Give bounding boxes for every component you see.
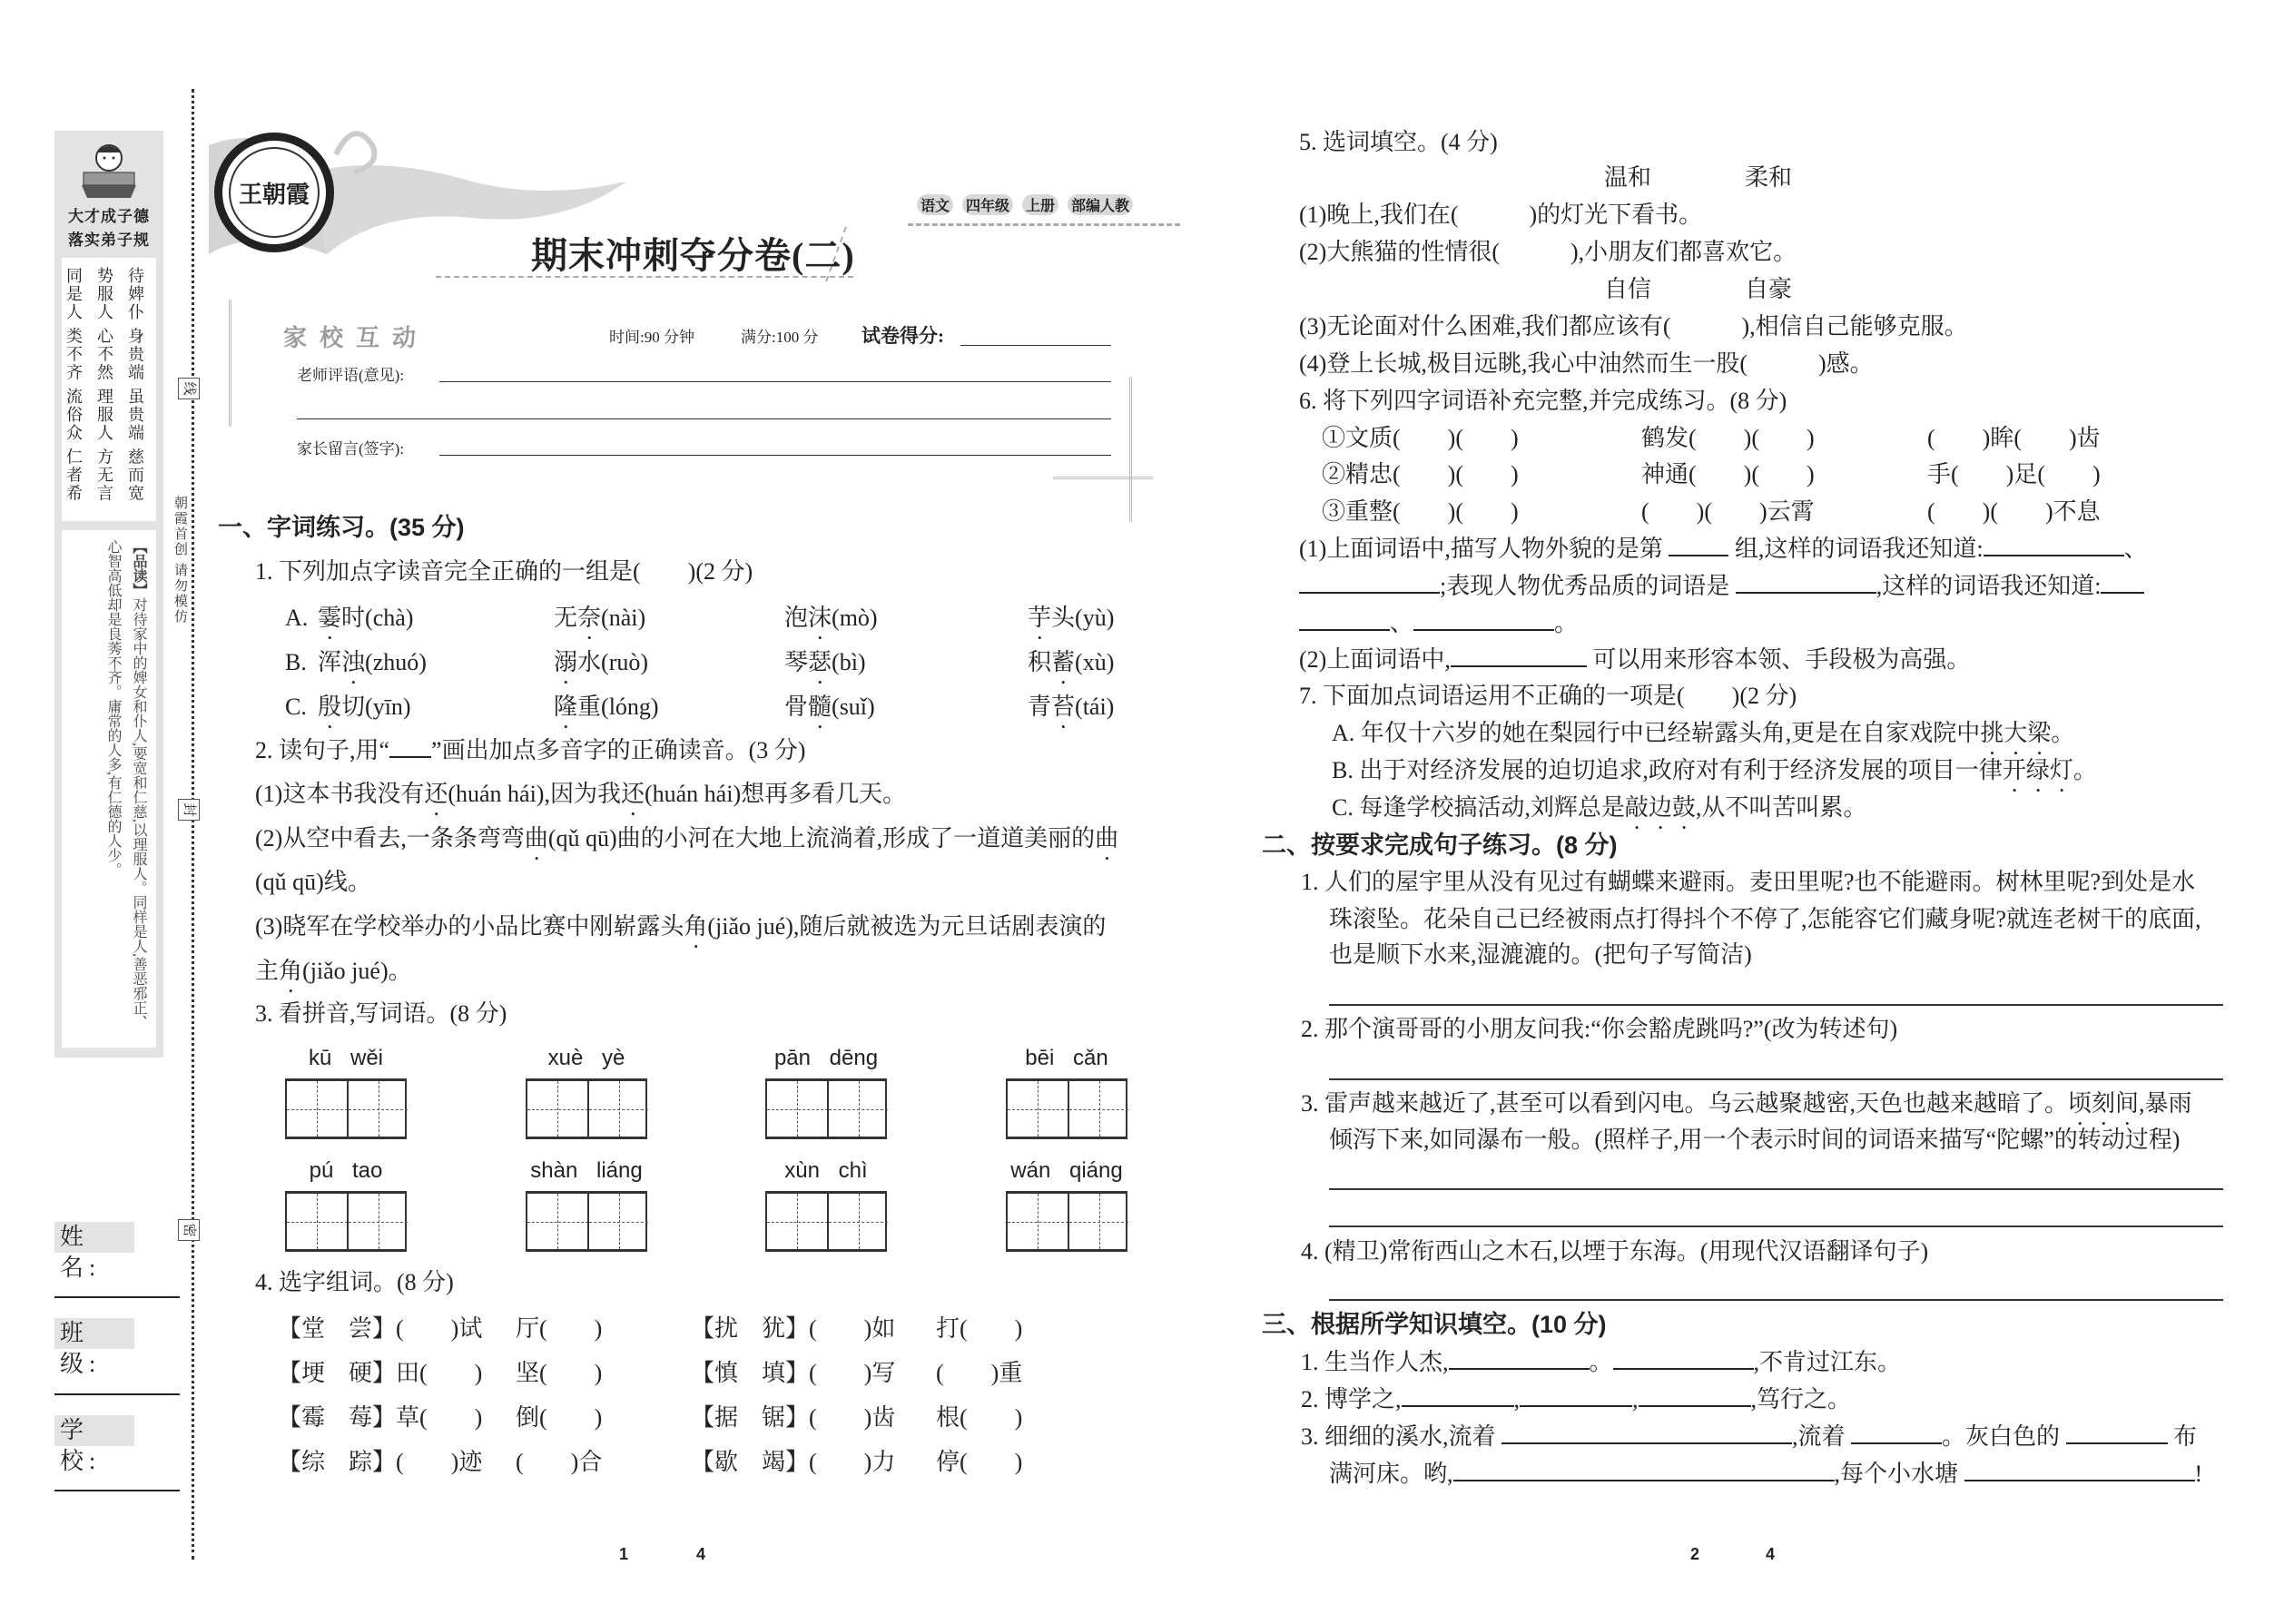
teacher-comment-field[interactable] xyxy=(439,381,1111,382)
pinyin-prompt: wán qiáng xyxy=(1010,1158,1123,1183)
answer-blank[interactable] xyxy=(1520,1385,1632,1407)
pinyin: (lóng) xyxy=(601,694,659,720)
name-label: 姓 名: xyxy=(54,1222,134,1253)
text-segment: 积 xyxy=(1028,649,1052,675)
q4-item[interactable]: 厅( ) xyxy=(516,1315,603,1342)
answer-blank[interactable] xyxy=(1669,535,1728,556)
text-segment: ! xyxy=(2194,1461,2203,1487)
dotted-char: 角 xyxy=(279,958,303,984)
section-3-heading: 三、根据所学知识填空。(10 分) xyxy=(1262,1311,1607,1338)
q1-title: 1. 下列加点字读音完全正确的一组是( )(2 分) xyxy=(255,558,753,585)
text-segment: (2)从空中看去,一条条弯弯 xyxy=(255,825,525,851)
q4-item: 【埂 硬】田( ) xyxy=(278,1360,483,1386)
grid-cell[interactable] xyxy=(767,1194,828,1249)
answer-blank[interactable] xyxy=(2066,1422,2168,1444)
text-segment: 1. 生当作人杰, xyxy=(1301,1349,1449,1375)
answer-blank[interactable] xyxy=(1501,1422,1792,1444)
text-segment: ,不肯过江东。 xyxy=(1753,1349,1902,1375)
tianzige-writing-box[interactable] xyxy=(526,1191,647,1252)
q5-title: 5. 选词填空。(4 分) xyxy=(1299,129,1498,155)
tianzige-writing-box[interactable] xyxy=(526,1078,647,1139)
dotted-char: 瑟 xyxy=(808,649,832,675)
dizigui-verses: 待婢仆 身贵端 虽贵端 慈而宽 势服人 心不然 理服人 方无言 同是人 类不齐 流俗众 仁者希 xyxy=(62,258,156,521)
q4-item[interactable]: 停( ) xyxy=(936,1449,1023,1475)
tag-edition: 部编人教 xyxy=(1068,194,1133,215)
q1-option-word xyxy=(1028,649,1114,689)
pinyin: (xù) xyxy=(1075,649,1115,675)
tianzige-writing-box[interactable] xyxy=(285,1078,407,1139)
tag-subject: 语文 xyxy=(917,194,953,215)
q2-sentence-3 xyxy=(255,913,1106,953)
page-number: 2 xyxy=(1690,1545,1700,1563)
pinyin-prompt: shàn liáng xyxy=(530,1158,643,1183)
dotted-char: 芋 xyxy=(1028,605,1052,631)
q5-sentence-1[interactable]: (1)晚上,我们在( )的灯光下看书。 xyxy=(1299,202,1703,228)
q7-option-b[interactable] xyxy=(1332,757,2097,797)
q6-idiom[interactable]: 手( )足( ) xyxy=(1927,461,2101,487)
grid-cell[interactable] xyxy=(827,1081,888,1137)
q7-option-c[interactable] xyxy=(1332,794,1866,834)
text-segment: 可以用来形容本领、手段极为高强。 xyxy=(1592,646,1971,673)
grid-cell[interactable] xyxy=(587,1081,648,1137)
answer-blank[interactable] xyxy=(1413,609,1554,631)
text-segment: 琴 xyxy=(784,649,809,675)
q6-title: 6. 将下列四字词语补充完整,并完成练习。(8 分) xyxy=(1299,388,1787,414)
text-segment: 骨 xyxy=(784,694,809,720)
q7-option-a[interactable] xyxy=(1332,720,2074,760)
text-segment: ,这样的词语我还知道: xyxy=(1876,573,2102,599)
q1-option-word xyxy=(1028,694,1114,733)
p2-q1-line3: 也是顺下水来,湿漉漉的。(把句子写简洁) xyxy=(1329,941,1752,968)
text-segment: 。 xyxy=(2072,757,2097,783)
answer-line[interactable] xyxy=(1329,1078,2223,1080)
school-field[interactable] xyxy=(54,1490,180,1491)
name-field[interactable] xyxy=(54,1296,180,1298)
q1-option-word xyxy=(554,649,648,689)
time-limit: 时间:90 分钟 xyxy=(609,329,694,346)
text-segment: B. 出于对经济发展的迫切追求,政府对有利于经济发展的项目一律 xyxy=(1332,757,2003,783)
tianzige-writing-box[interactable] xyxy=(765,1078,887,1139)
q1-option-word xyxy=(554,605,645,645)
text-segment: ,流着 xyxy=(1792,1423,1846,1450)
tag-grade: 四年级 xyxy=(962,194,1013,215)
q1-option-label[interactable]: A. xyxy=(285,605,309,631)
grid-cell[interactable] xyxy=(1068,1194,1128,1249)
grid-cell[interactable] xyxy=(287,1194,348,1249)
tag-volume: 上册 xyxy=(1022,194,1058,215)
answer-blank[interactable] xyxy=(1984,535,2124,556)
answer-line[interactable] xyxy=(1329,1004,2223,1006)
dotted-char: 曲 xyxy=(1095,825,1119,851)
q5-word-option: 自豪 xyxy=(1745,276,1793,302)
pinyin: (ruò) xyxy=(601,649,649,675)
answer-blank[interactable] xyxy=(1451,645,1587,667)
frame-decoration xyxy=(229,300,231,427)
q1-option-word xyxy=(554,694,659,733)
brand-logo xyxy=(214,133,334,252)
dotted-char: 还 xyxy=(620,781,645,807)
q6-part1 xyxy=(1299,535,2148,563)
q4-title: 4. 选字组词。(8 分) xyxy=(255,1269,454,1295)
text-segment: 重 xyxy=(577,694,602,720)
text-segment: 主 xyxy=(255,958,280,984)
grid-cell[interactable] xyxy=(1068,1081,1128,1137)
q2-title xyxy=(255,736,805,764)
text-segment: 、 xyxy=(1390,610,1414,636)
class-field[interactable] xyxy=(54,1393,180,1395)
text-segment: C. 每逢学校搞活动,刘辉总是 xyxy=(1332,794,1625,821)
pinyin-choice[interactable]: (qǔ qū)曲的小河在大地上流淌着,形成了一道道美丽的 xyxy=(547,825,1096,851)
logo-text: 王朝霞 xyxy=(229,147,320,238)
q1-option-word xyxy=(784,649,866,689)
commentary xyxy=(62,530,156,1048)
pinyin-prompt: pú tao xyxy=(309,1158,383,1183)
grid-cell[interactable] xyxy=(347,1081,408,1137)
p2-q1-line1: 1. 人们的屋宇里从没有见过有蝴蝶来避雨。麦田里呢?也不能避雨。树林里呢?到处是水 xyxy=(1301,869,2196,895)
dotted-char: 角 xyxy=(684,913,708,940)
answer-blank[interactable] xyxy=(1299,572,1440,594)
family-school-badge: 家校互动 xyxy=(283,325,429,352)
text-segment: , xyxy=(1632,1386,1639,1412)
grid-cell[interactable] xyxy=(767,1081,828,1137)
q4-item: 【扰 犹】( )如 xyxy=(691,1315,896,1342)
q6-idiom[interactable]: ( )( )不息 xyxy=(1927,498,2101,525)
pinyin: (tái) xyxy=(1075,694,1115,720)
text-segment: 满河床。哟, xyxy=(1329,1461,1453,1487)
text-segment: 。 xyxy=(1589,1349,1613,1375)
section-2-heading: 二、按要求完成句子练习。(8 分) xyxy=(1262,832,1618,859)
q4-item[interactable]: ( )合 xyxy=(516,1449,603,1475)
answer-blank[interactable] xyxy=(1613,1348,1754,1370)
text-segment: 。灰白色的 xyxy=(1942,1423,2061,1450)
q6-idiom[interactable]: ( )眸( )齿 xyxy=(1927,425,2101,451)
p2-q4: 4. (精卫)常衔西山之木石,以堙于东海。(用现代汉语翻译句子) xyxy=(1301,1238,1929,1265)
subject-tags xyxy=(917,194,1142,215)
binding-mark-xian: 线 xyxy=(178,378,200,399)
pinyin-prompt: xuè yè xyxy=(547,1046,625,1070)
answer-blank[interactable] xyxy=(1299,609,1390,631)
text-segment: (2)上面词语中, xyxy=(1299,646,1451,673)
answer-blank[interactable] xyxy=(2101,572,2144,594)
q1-option-word xyxy=(318,694,411,733)
q4-item[interactable]: 打( ) xyxy=(936,1315,1023,1342)
text-segment: ”画出加点多音字的正确读音。(3 分) xyxy=(431,737,806,763)
dotted-char: 奈 xyxy=(577,605,602,631)
q4-item: 【堂 尝】( )试 xyxy=(278,1315,483,1342)
answer-blank[interactable] xyxy=(1639,1385,1751,1407)
dotted-char: 曲 xyxy=(524,825,548,851)
school-label: 学 校: xyxy=(54,1415,134,1446)
reading-boy-illustration xyxy=(73,138,145,202)
q3-title: 3. 看拼音,写词语。(8 分) xyxy=(255,1000,507,1027)
grid-cell[interactable] xyxy=(287,1081,348,1137)
parent-comment-label: 家长留言(签字): xyxy=(297,440,405,458)
pinyin-prompt: xùn chì xyxy=(784,1158,868,1183)
q4-item[interactable]: ( )重 xyxy=(936,1360,1023,1386)
q5-sentence-2[interactable]: (2)大熊猫的性情很( ),小朋友们都喜欢它。 xyxy=(1299,239,1797,265)
text-segment: ,笃行之。 xyxy=(1750,1386,1852,1412)
pinyin: (nài) xyxy=(601,605,646,631)
dotted-char: 沫 xyxy=(808,605,832,631)
dotted-char: 浊 xyxy=(341,649,366,675)
text-segment: 2. 读句子,用“ xyxy=(255,737,390,763)
q1-option-word xyxy=(784,694,875,733)
text-segment: 布 xyxy=(2173,1423,2198,1450)
q1-option-word xyxy=(1028,605,1114,645)
text-segment: 切 xyxy=(341,694,366,720)
page-total: 4 xyxy=(696,1545,706,1563)
pinyin-prompt: kū wěi xyxy=(308,1046,384,1070)
commentary-text: 对待家中的婢女和仆人,要宽和仁慈,以理服人。同样是人,善恶邪正、心智高低却是良莠不齐。庸常的人多,有仁德的人少。 xyxy=(105,539,146,1029)
q1-option-label[interactable]: C. xyxy=(285,694,307,720)
pinyin: (mò) xyxy=(832,605,878,631)
answer-line[interactable] xyxy=(1329,1299,2223,1301)
pinyin-choice[interactable]: (jiǎo jué)。 xyxy=(302,958,412,984)
pinyin: (chà) xyxy=(365,605,414,631)
text-segment: (3)晓军在学校举办的小品比赛中刚崭露头 xyxy=(255,913,684,940)
answer-blank[interactable] xyxy=(1964,1460,2195,1481)
text-segment: 时 xyxy=(341,605,366,631)
pinyin-choice[interactable]: (huán hái)想再多看几天。 xyxy=(644,781,907,807)
q6-part1-cont2 xyxy=(1299,609,1578,637)
pinyin: (bì) xyxy=(832,649,866,675)
frame-decoration xyxy=(1129,377,1132,522)
pinyin: (suǐ) xyxy=(832,694,875,720)
pinyin-choice[interactable]: (jiǎo jué),随后就被选为元旦话剧表演的 xyxy=(707,913,1107,940)
dotted-char: 溺 xyxy=(554,649,578,675)
answer-blank[interactable] xyxy=(1851,1422,1942,1444)
text-segment: (1)上面词语中,描写人物外貌的是第 xyxy=(1299,536,1663,562)
text-segment: (1)这本书我没有 xyxy=(255,781,425,807)
frame-decoration xyxy=(1053,477,1153,479)
q6-idiom[interactable]: ①文质( )( ) xyxy=(1322,425,1519,451)
grid-cell[interactable] xyxy=(1008,1081,1068,1137)
p2-q2: 2. 那个演哥哥的小朋友问我:“你会豁虎跳吗?”(改为转述句) xyxy=(1301,1016,1898,1042)
q5-sentence-3[interactable]: (3)无论面对什么困难,我们都应该有( ),相信自己能够克服。 xyxy=(1299,313,1968,340)
answer-line[interactable] xyxy=(1329,1225,2223,1227)
binding-mark-mi: 密 xyxy=(178,1219,200,1241)
q5-word-option: 温和 xyxy=(1604,164,1652,191)
q6-idiom[interactable]: ②精忠( )( ) xyxy=(1322,461,1519,487)
grid-cell[interactable] xyxy=(1008,1194,1068,1249)
underline-sample xyxy=(389,736,431,758)
text-segment: 头 xyxy=(1051,605,1076,631)
text-segment: 无 xyxy=(554,605,578,631)
q5-word-option: 自信 xyxy=(1604,276,1652,302)
p3-q1 xyxy=(1301,1348,1901,1376)
pinyin-prompt: bēi cǎn xyxy=(1025,1046,1108,1070)
text-segment: ,从不叫苦叫累。 xyxy=(1695,794,1867,821)
dotted-char: 还 xyxy=(424,781,448,807)
tianzige-writing-box[interactable] xyxy=(1006,1078,1127,1139)
tianzige-writing-box[interactable] xyxy=(765,1191,887,1252)
q6-idiom[interactable]: ③重整( )( ) xyxy=(1322,498,1519,525)
q4-item: 【据 锯】( )齿 xyxy=(691,1404,896,1431)
dotted-char: 霎 xyxy=(318,605,342,631)
text-segment: ,每个小水塘 xyxy=(1834,1461,1959,1487)
score-field[interactable] xyxy=(960,345,1111,346)
score-label: 试卷得分: xyxy=(861,325,944,347)
grid-cell[interactable] xyxy=(827,1194,888,1249)
grid-cell[interactable] xyxy=(527,1194,588,1249)
grid-cell[interactable] xyxy=(587,1194,648,1249)
text-segment: 泡 xyxy=(784,605,809,631)
page-number: 1 xyxy=(619,1545,629,1563)
pinyin-choice[interactable]: (huán hái),因为我 xyxy=(448,781,621,807)
tianzige-writing-box[interactable] xyxy=(285,1191,407,1252)
q2-sentence-3-cont xyxy=(255,958,412,998)
answer-blank[interactable] xyxy=(1402,1385,1514,1407)
motto-line-1: 大才成子德 xyxy=(68,208,150,226)
teacher-comment-field-line2[interactable] xyxy=(297,418,1111,419)
q1-option-label[interactable]: B. xyxy=(285,649,307,675)
exam-title: 期末冲刺夺分卷(二) xyxy=(531,235,855,276)
full-score: 满分:100 分 xyxy=(741,329,819,346)
pinyin: (yù) xyxy=(1075,605,1115,631)
answer-blank[interactable] xyxy=(1736,572,1876,594)
p2-q3-line1 xyxy=(1301,1090,2192,1130)
dotted-char: 隆 xyxy=(554,694,578,720)
q4-item: 【霉 莓】草( ) xyxy=(278,1404,483,1431)
dotted-char: 蓄 xyxy=(1051,649,1076,675)
text-segment: , xyxy=(1513,1386,1521,1412)
binding-mark-feng: 封 xyxy=(178,799,200,821)
motto-sidebar xyxy=(54,131,163,1058)
q4-item[interactable]: 根( ) xyxy=(936,1404,1023,1431)
q6-idiom[interactable]: ( )( )云霄 xyxy=(1641,498,1815,525)
p3-q2 xyxy=(1301,1385,1851,1413)
q4-item: 【歇 竭】( )力 xyxy=(691,1449,896,1475)
p2-q1-line2: 珠滚坠。花朵自己已经被雨点打得抖个不停了,怎能容它们藏身呢?就连老树干的底面, xyxy=(1329,906,2201,932)
dotted-char: 殷 xyxy=(318,694,342,720)
binding-cut-line xyxy=(192,89,194,1560)
p3-q3-line2 xyxy=(1329,1460,2202,1488)
text-segment: 3. 细细的溪水,流着 xyxy=(1301,1423,1496,1450)
q2-sentence-2-cont[interactable]: (qǔ qū)线。 xyxy=(255,869,371,895)
dotted-char: 苔 xyxy=(1051,694,1076,720)
dotted-char: 髓 xyxy=(808,694,832,720)
teacher-comment-label: 老师评语(意见): xyxy=(297,367,405,384)
p2-q3-line2: 倾泻下来,如同瀑布一般。(照样子,用一个表示时间的词语来描写“陀螺”的转动过程) xyxy=(1329,1127,2181,1153)
q2-sentence-2 xyxy=(255,825,1118,865)
motto-line-2: 落实弟子规 xyxy=(68,231,150,250)
q1-option-word xyxy=(318,605,413,645)
class-label: 班 级: xyxy=(54,1318,134,1349)
tianzige-writing-box[interactable] xyxy=(1006,1191,1127,1252)
text-segment: A. 年仅十六岁的她在梨园行中已经崭露头角,更是在自家戏院中 xyxy=(1332,720,1981,746)
q2-sentence-1 xyxy=(255,781,906,821)
text-segment: 。 xyxy=(2051,720,2075,746)
dotted-phrase: 开绿灯 xyxy=(2002,757,2073,783)
text-segment: 2. 博学之, xyxy=(1301,1386,1402,1412)
q4-item: 【综 踪】( )迹 xyxy=(278,1449,483,1475)
text-segment: 3. 雷声越来越近了,甚至可以看到闪电。乌云越聚越密,天色也越来越暗了。 xyxy=(1301,1090,2069,1117)
p3-q3-line1 xyxy=(1301,1422,2197,1451)
text-segment: ,暴雨 xyxy=(2139,1090,2192,1117)
text-segment: 浑 xyxy=(318,649,342,675)
answer-line[interactable] xyxy=(1329,1188,2223,1190)
commentary-label: 【品读】 xyxy=(131,539,146,597)
page-total: 4 xyxy=(1766,1545,1776,1563)
q6-part2 xyxy=(1299,645,1970,674)
text-segment: 。 xyxy=(1554,610,1579,636)
answer-blank[interactable] xyxy=(1453,1460,1835,1481)
parent-comment-field[interactable] xyxy=(439,455,1111,456)
text-segment: 组,这样的词语我还知道: xyxy=(1734,536,1984,562)
q6-part1-cont xyxy=(1299,572,2144,600)
q1-option-word xyxy=(784,605,878,645)
q4-item: 【慎 填】( )写 xyxy=(691,1360,896,1386)
q5-word-option: 柔和 xyxy=(1745,164,1793,191)
answer-blank[interactable] xyxy=(1449,1348,1590,1370)
dotted-phrase: 顷刻间 xyxy=(2068,1090,2140,1117)
text-segment: ;表现人物优秀品质的词语是 xyxy=(1440,573,1730,599)
q6-idiom[interactable]: 鹤发( )( ) xyxy=(1641,425,1815,451)
q7-title: 7. 下面加点词语运用不正确的一项是( )(2 分) xyxy=(1299,683,1797,709)
grid-cell[interactable] xyxy=(527,1081,588,1137)
text-segment: 水 xyxy=(577,649,602,675)
q4-item[interactable]: 倒( ) xyxy=(516,1404,603,1431)
pinyin: (yīn) xyxy=(365,694,411,720)
q1-option-word xyxy=(318,649,427,689)
text-segment: 青 xyxy=(1028,694,1052,720)
q6-idiom[interactable]: 神通( )( ) xyxy=(1641,461,1815,487)
pinyin-prompt: pān dēng xyxy=(773,1046,879,1070)
copyright-notice: 朝霞首创 请勿模仿 xyxy=(172,496,187,625)
q4-item[interactable]: 坚( ) xyxy=(516,1360,603,1386)
dashed-decoration xyxy=(908,223,1180,226)
q5-sentence-4[interactable]: (4)登上长城,极目远眺,我心中油然而生一股( )感。 xyxy=(1299,350,1874,377)
grid-cell[interactable] xyxy=(347,1194,408,1249)
dotted-phrase: 敲边鼓 xyxy=(1624,794,1696,821)
dotted-phrase: 挑大梁 xyxy=(1980,720,2052,746)
pinyin: (zhuó) xyxy=(365,649,427,675)
section-1-heading: 一、字词练习。(35 分) xyxy=(218,514,465,541)
text-segment: 、 xyxy=(2123,536,2148,562)
